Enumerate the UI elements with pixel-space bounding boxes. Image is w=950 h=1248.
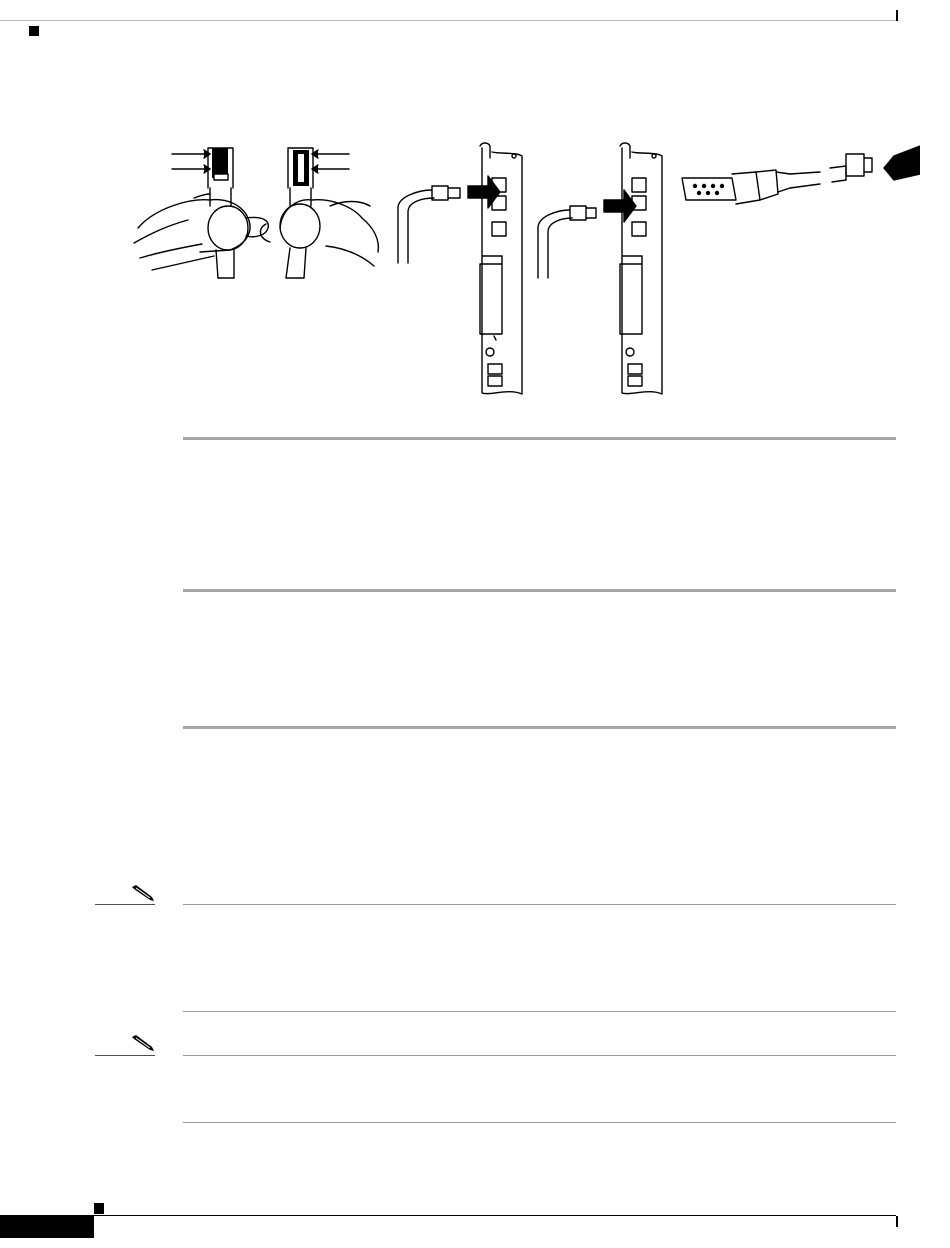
step-divider-rule: [183, 726, 896, 729]
note-stub-rule: [95, 904, 155, 905]
step-divider-rule: [183, 589, 896, 592]
note-pencil-icon: [130, 884, 156, 902]
note-bottom-rule: [183, 1011, 896, 1012]
footer-corner-marker: [94, 1203, 104, 1214]
rj45-plug-back-view: [260, 148, 378, 278]
line-card-console-port: [398, 143, 522, 394]
rj45-plug-front-view: [134, 148, 268, 278]
db9-adapter-cable: [682, 146, 920, 204]
note-bottom-rule: [183, 1122, 896, 1123]
note-pencil-icon: [130, 1034, 156, 1052]
note-top-rule: [183, 904, 896, 905]
step-divider-rule: [183, 437, 896, 440]
footer-tick-marker: [896, 1216, 898, 1227]
footer-page-tab: [0, 1216, 94, 1238]
header-tick-marker: [896, 10, 898, 21]
note-top-rule: [183, 1055, 896, 1056]
figure-illustration: [130, 128, 920, 408]
header-rule: [0, 20, 896, 21]
cable-connection-figure: [130, 128, 920, 408]
header-corner-marker: [29, 26, 39, 36]
note-stub-rule: [95, 1055, 155, 1056]
footer-rule: [0, 1215, 896, 1216]
line-card-aux-port: [538, 143, 662, 394]
